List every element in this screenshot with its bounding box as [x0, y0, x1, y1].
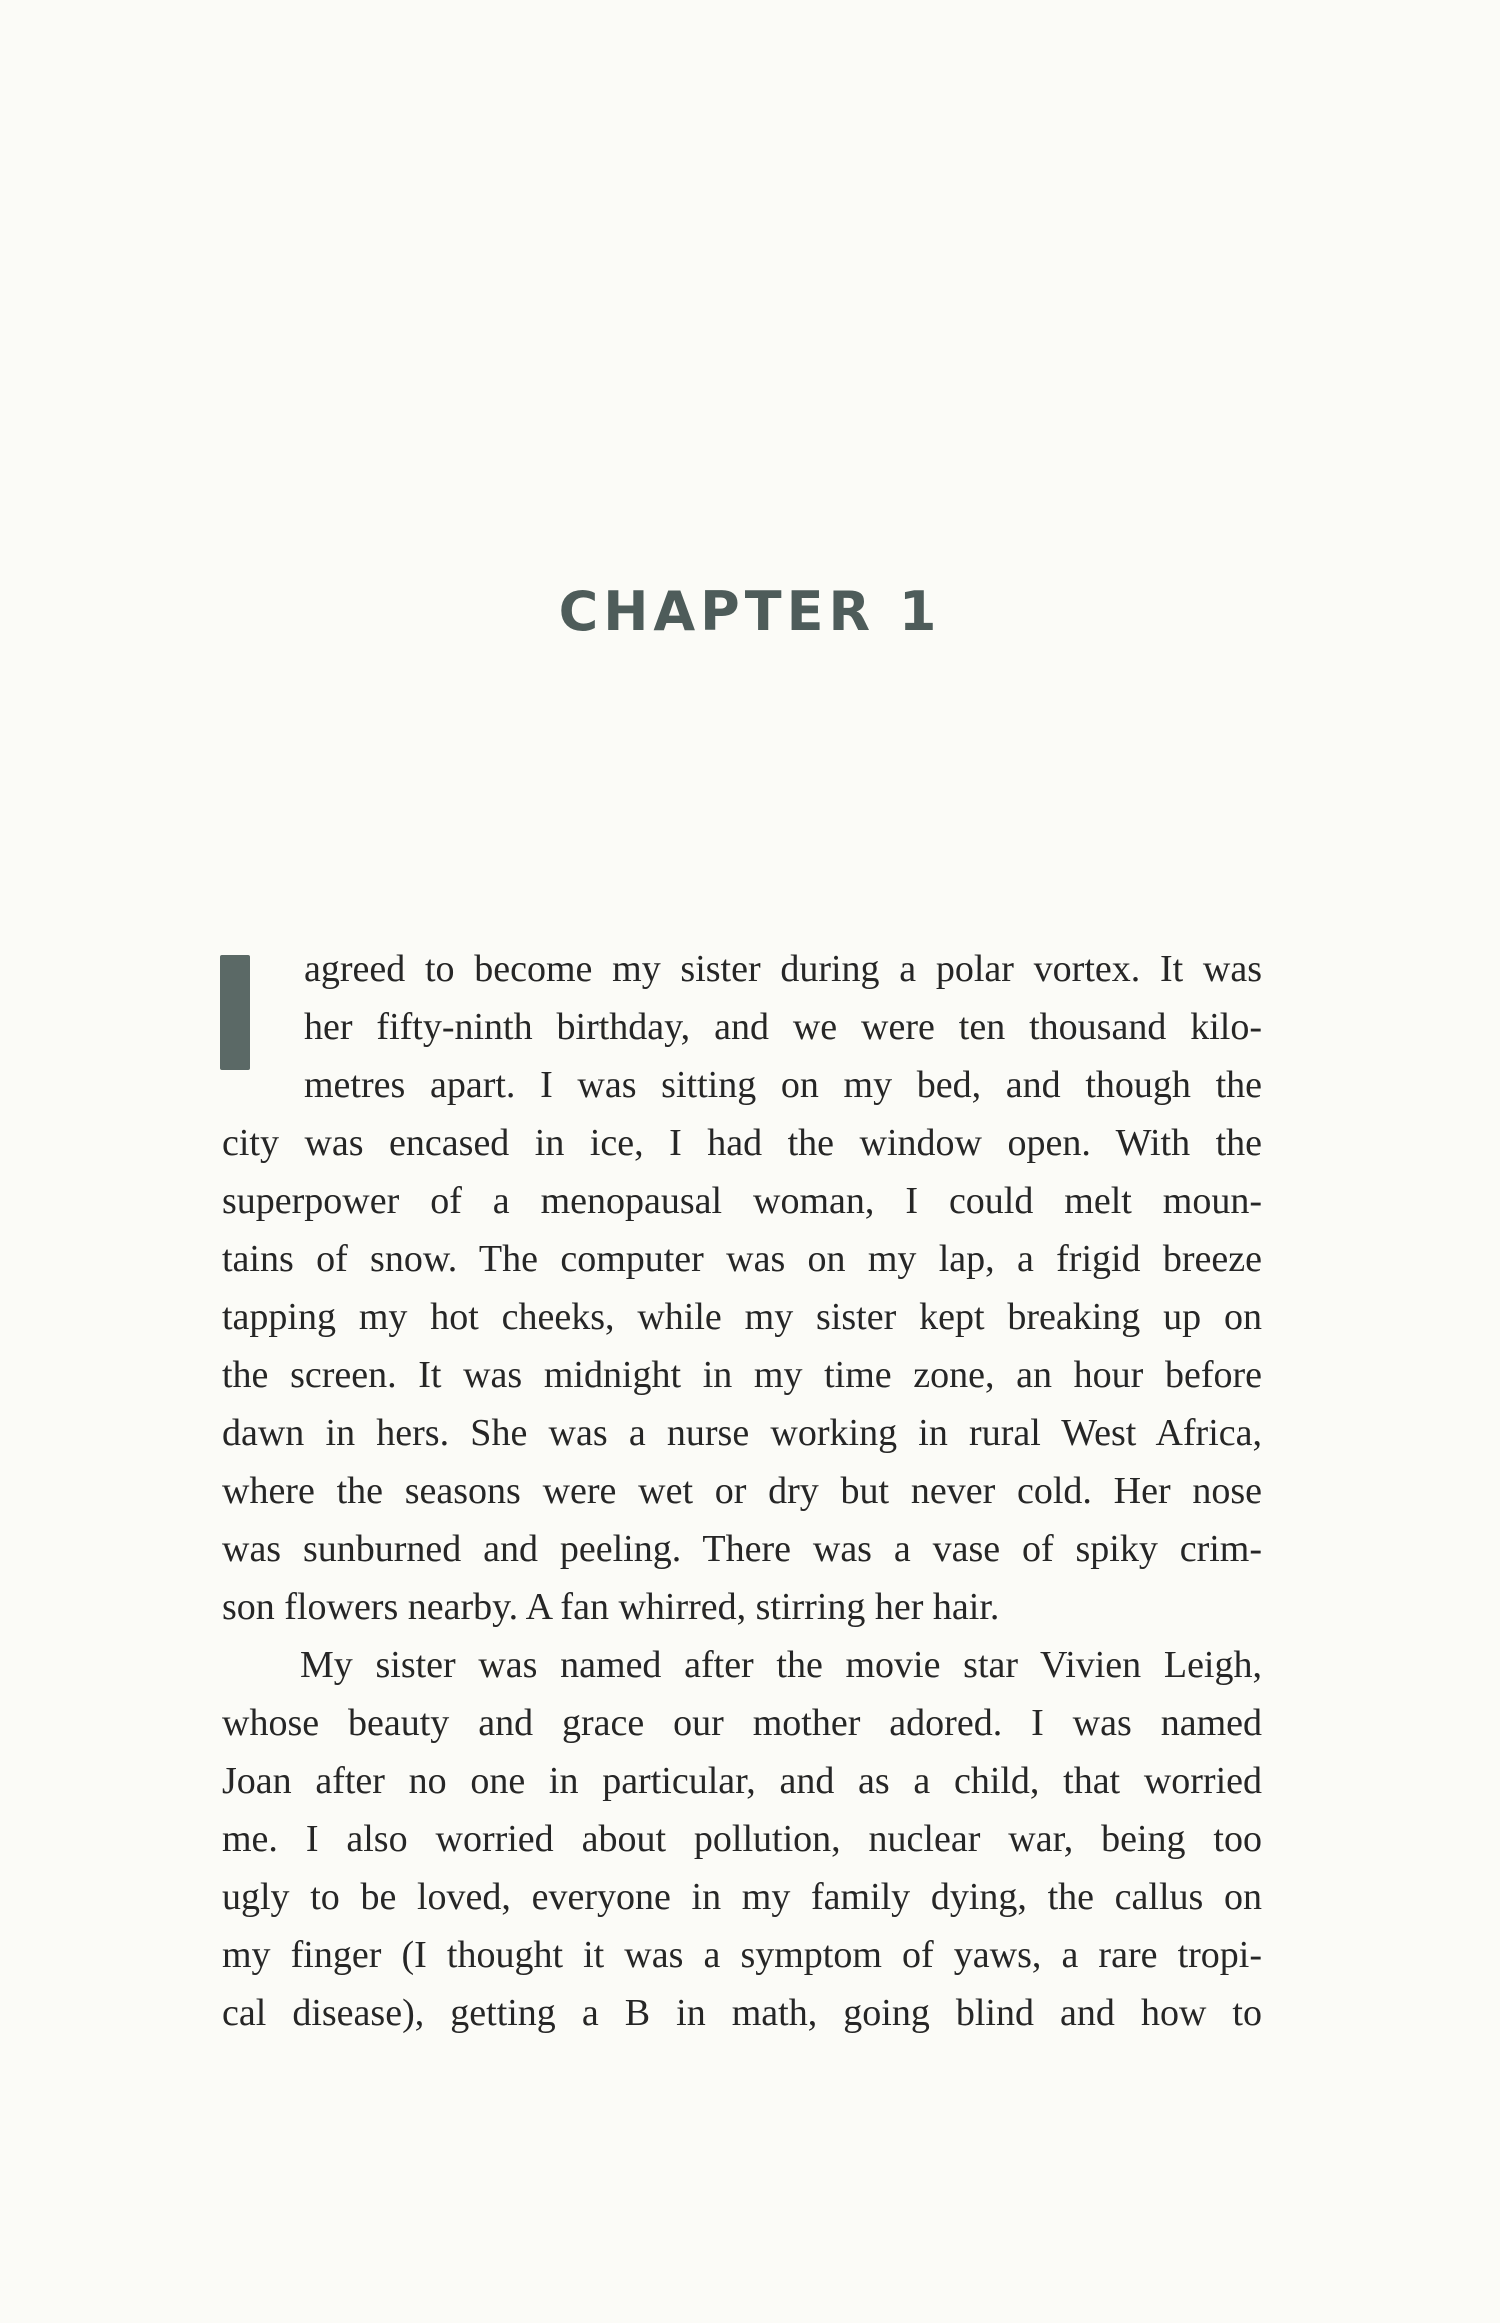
text-line: ugly to be loved, everyone in my family dying, the callus on	[222, 1876, 1262, 1918]
text-line: my finger (I thought it was a symptom of yaws, a rare tropi-	[222, 1934, 1262, 1976]
text-line: metres apart. I was sitting on my bed, and though the	[304, 1064, 1262, 1106]
text-line: city was encased in ice, I had the window open. With the	[222, 1122, 1262, 1164]
text-line: agreed to become my sister during a polar vortex. It was	[304, 948, 1262, 990]
text-line: was sunburned and peeling. There was a vase of spiky crim-	[222, 1528, 1262, 1570]
drop-cap-letter	[220, 955, 221, 956]
text-line: where the seasons were wet or dry but never cold. Her nose	[222, 1470, 1262, 1512]
text-line: me. I also worried about pollution, nuclear war, being too	[222, 1818, 1262, 1860]
paragraph-2	[222, 1636, 1262, 2042]
text-line: dawn in hers. She was a nurse working in rural West Africa,	[222, 1412, 1262, 1454]
text-line: superpower of a menopausal woman, I could melt moun-	[222, 1180, 1262, 1222]
chapter-text	[222, 940, 1262, 2042]
paragraph-1	[222, 940, 1262, 1636]
text-line: tains of snow. The computer was on my lap, a frigid breeze	[222, 1238, 1262, 1280]
text-line: My sister was named after the movie star Vivien Leigh,	[300, 1644, 1262, 1686]
text-line: son flowers nearby. A fan whirred, stirring her hair.	[222, 1586, 1000, 1628]
text-line: Joan after no one in particular, and as a child, that worried	[222, 1760, 1262, 1802]
text-line: tapping my hot cheeks, while my sister kept breaking up on	[222, 1296, 1262, 1338]
text-line: her fifty-ninth birthday, and we were ten thousand kilo-	[304, 1006, 1262, 1048]
chapter-heading: CHAPTER 1	[558, 580, 942, 643]
text-line: cal disease), getting a B in math, going blind and how to	[222, 1992, 1262, 2034]
text-line: the screen. It was midnight in my time zone, an hour before	[222, 1354, 1262, 1396]
text-line: whose beauty and grace our mother adored. I was named	[222, 1702, 1262, 1744]
